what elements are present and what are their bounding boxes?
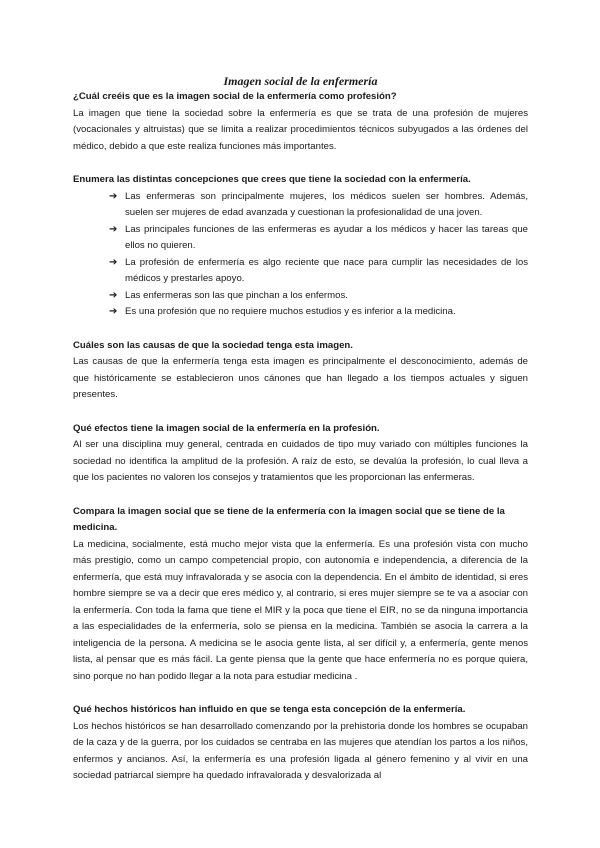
answer-3: Las causas de que la enfermería tenga esta imagen es principalmente el desconocimiento, además de que históricamente se establecieron unos cánones que han llegado a los tiempos actuales y siguen presentes.: [73, 356, 528, 400]
spacer: [73, 487, 528, 504]
spacer: [73, 321, 528, 338]
question-6: Qué hechos históricos han influido en que se tenga esta concepción de la enfermería.: [73, 704, 466, 715]
spacer: [73, 155, 528, 172]
question-3: Cuáles son las causas de que la sociedad tenga esta imagen.: [73, 339, 353, 351]
spacer: [73, 404, 528, 421]
answer-6: Los hechos históricos se han desarrollado comenzando por la prehistoria donde los hombres se ocupaban de la caza y de la guerra, por los cuidados se centraba en las mujeres que atendían los partos a los niños, enfermos y ancianos. Así, la enfermería es una profesión ligada al género femenino y al vivir en una sociedad patriarcal siempre ha quedado infravalorada y desvalorizada al: [73, 720, 528, 781]
arrow-right-icon: ➔: [109, 223, 118, 235]
arrow-right-icon: ➔: [109, 190, 118, 202]
list-item: ➔ Las enfermeras son principalmente mujeres, los médicos suelen ser hombres. Además, suelen ser mujeres de edad avanzada y cuestionan la profesionalidad de una joven.: [109, 190, 528, 218]
arrow-right-icon: ➔: [109, 256, 118, 268]
answer-5: La medicina, socialmente, está mucho mejor vista que la enfermería. Es una profesión vista con mucho más prestigio, como un campo competencial propio, con autonomía e independencia, a diferencia de la enfermería, que está muy infravalorada y se asocia con la dependencia. En el ámbito de identidad, si eres hombre siempre se va a decir que eres médico y, al contrario, si eres mujer siempre se te va a asociar con la enfermería. Con toda la fama que tiene el MIR y la poca que tiene el EIR, no se da ninguna importancia a las especialidades de la enfermería, solo se piensa en la medicina. También se asocia la carrera a la inteligencia de la persona. A medicina se le asocia gente lista, al ser difícil y, a enfermería, gente menos lista, al pensar que es más fácil. La gente piensa que la gente que hace enfermería no es porque quiera, sino porque no han podido llegar a la nota para estudiar medicina .: [73, 538, 528, 682]
document-title: Imagen social de la enfermería: [223, 74, 378, 88]
list-item: ➔ La profesión de enfermería es algo reciente que nace para cumplir las necesidades de los médicos y prestarles apoyo.: [109, 256, 528, 284]
spacer: [73, 685, 528, 702]
question-4: Qué efectos tiene la imagen social de la enfermería en la profesión.: [73, 422, 380, 434]
question-2: Enumera las distintas concepciones que crees que tiene la sociedad con la enfermería.: [73, 174, 471, 185]
list-item: ➔ Las enfermeras son las que pinchan a los enfermos.: [109, 288, 528, 305]
question-1: ¿Cuál creéis que es la imagen social de la enfermería como profesión?: [73, 91, 397, 102]
question-5: Compara la imagen social que se tiene de la enfermería con la imagen social que se tiene de la medicina.: [73, 505, 505, 533]
arrow-right-icon: ➔: [109, 289, 118, 301]
concepts-list: [73, 189, 528, 321]
answer-4: Al ser una disciplina muy general, centrada en cuidados de tipo muy variado con múltiples funciones la sociedad no identifica la amplitud de la profesión. A raíz de esto, se devalúa la profesión, lo cual lleva a que los pacientes no valoren los consejos y tratamientos que les proporcionan las enfermeras.: [73, 439, 528, 483]
list-item: ➔ Las principales funciones de las enfermeras es ayudar a los médicos y hacer las tareas que ellos no quieren.: [109, 223, 528, 251]
answer-1: La imagen que tiene la sociedad sobre la enfermería es que se trata de una profesión de mujeres (vocacionales y altruistas) que se limita a realizar procedimientos técnicos subyugados a las órdenes del médico, debido a que este realiza funciones más importantes.: [73, 107, 528, 152]
list-item: ➔ Es una profesión que no requiere muchos estudios y es inferior a la medicina.: [109, 304, 528, 321]
arrow-right-icon: ➔: [109, 306, 118, 317]
